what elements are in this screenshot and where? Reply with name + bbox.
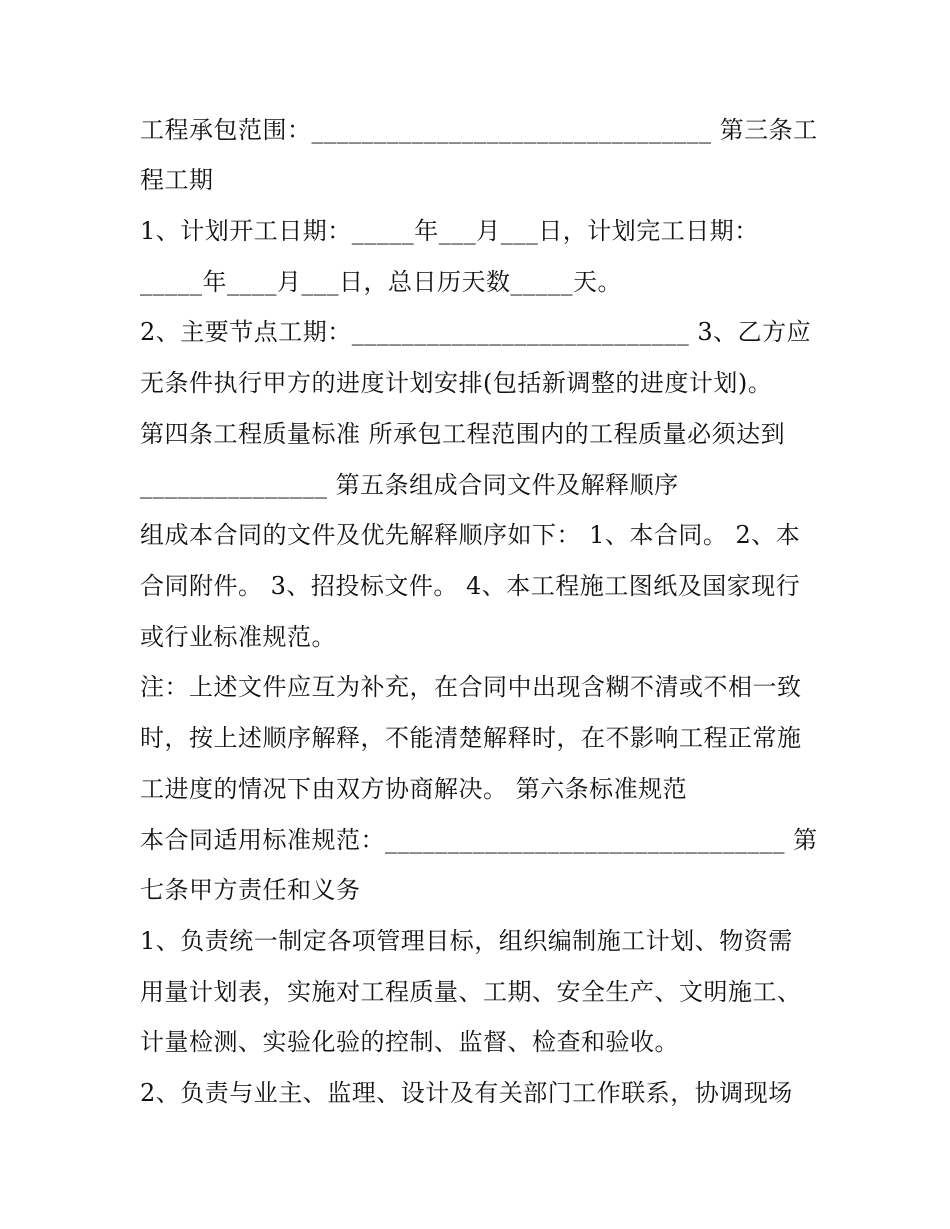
text-line: 无条件执行甲方的进度计划安排(包括新调整的进度计划)。 [140,369,773,397]
text-line: 2、负责与业主、监理、设计及有关部门工作联系，协调现场 [140,1079,793,1107]
text-line: _____年____月___日，总日历天数_____天。 [140,268,622,296]
text-line: 第四条工程质量标准 所承包工程范围内的工程质量必须达到 [140,420,786,448]
text-line: 或行业标准规范。 [140,623,336,651]
text-line: 计量检测、实验化验的控制、监督、检查和验收。 [140,1028,679,1056]
text-line: 工程承包范围：________________________________ 第三条工 [140,116,818,144]
text-line: 合同附件。 3、招投标文件。 4、本工程施工图纸及国家现行 [140,572,801,600]
text-line: 组成本合同的文件及优先解释顺序如下： 1、本合同。 2、本 [140,521,801,549]
text-line: 1、计划开工日期：_____年___月___日，计划完工日期： [140,217,759,245]
text-line: 2、主要节点工期：___________________________ 3、乙方应 [140,318,812,346]
text-line: 工进度的情况下由双方协商解决。 第六条标准规范 [140,775,688,803]
text-line: 程工期 [140,166,214,194]
text-line: 1、负责统一制定各项管理目标，组织编制施工计划、物资需 [140,927,793,955]
text-line: 本合同适用标准规范：________________________________ 第 [140,826,818,854]
text-line: 注：上述文件应互为补充，在合同中出现含糊不清或不相一致 [140,673,802,701]
text-line: _______________ 第五条组成合同文件及解释顺序 [140,471,679,499]
text-line: 用量计划表，实施对工程质量、工期、安全生产、文明施工、 [140,978,802,1006]
text-line: 七条甲方责任和义务 [140,876,361,904]
text-line: 时，按上述顺序解释，不能清楚解释时，在不影响工程正常施 [140,724,802,752]
